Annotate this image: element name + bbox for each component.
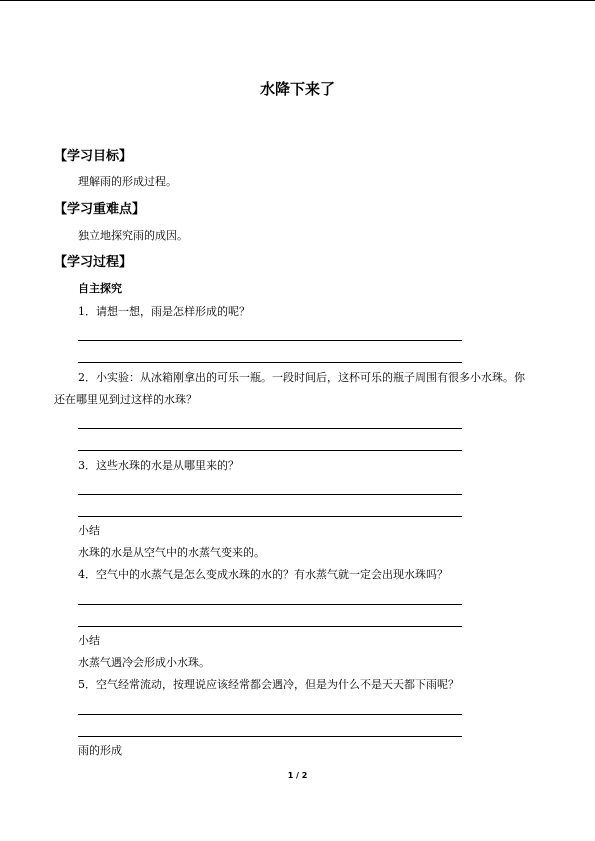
answer-line — [78, 516, 462, 517]
summary-2-text: 水蒸气遇冷会形成小水珠。 — [78, 656, 210, 669]
answer-line — [78, 736, 462, 737]
answer-line — [78, 604, 462, 605]
self-study-subheading: 自主探究 — [78, 282, 122, 295]
top-border-rule — [0, 0, 595, 1]
question-3: 3．这些水珠的水是从哪里来的？ — [78, 459, 239, 472]
page-number: 1 / 2 — [287, 771, 308, 780]
section-heading-key-points: 【学习重难点】 — [54, 202, 146, 217]
key-points-text: 独立地探究雨的成因。 — [78, 229, 188, 242]
answer-line — [78, 450, 462, 451]
question-4: 4．空气中的水蒸气是怎么变成水珠的水的？有水蒸气就一定会出现水珠吗？ — [78, 568, 448, 581]
document-title: 水降下来了 — [259, 80, 335, 98]
section-heading-process: 【学习过程】 — [54, 255, 133, 270]
answer-line — [78, 428, 462, 429]
rain-formation-label: 雨的形成 — [78, 744, 122, 757]
goal-text: 理解雨的形成过程。 — [78, 175, 177, 188]
question-1: 1．请想一想，雨是怎样形成的呢？ — [78, 305, 250, 318]
answer-line — [78, 714, 462, 715]
question-5: 5．空气经常流动，按理说应该经常都会遇冷，但是为什么不是天天都下雨呢？ — [78, 678, 459, 691]
section-heading-goal: 【学习目标】 — [54, 149, 133, 164]
answer-line — [78, 626, 462, 627]
answer-line — [78, 362, 462, 363]
answer-line — [78, 340, 462, 341]
answer-line — [78, 494, 462, 495]
summary-1-text: 水珠的水是从空气中的水蒸气变来的。 — [78, 546, 265, 559]
question-2: 2．小实验：从冰箱刚拿出的可乐一瓶。一段时间后，这杯可乐的瓶子周围有很多小水珠。你还在哪里见到过这样的水珠？ — [54, 371, 525, 406]
summary-1-label: 小结 — [78, 524, 100, 537]
summary-2-label: 小结 — [78, 634, 100, 647]
